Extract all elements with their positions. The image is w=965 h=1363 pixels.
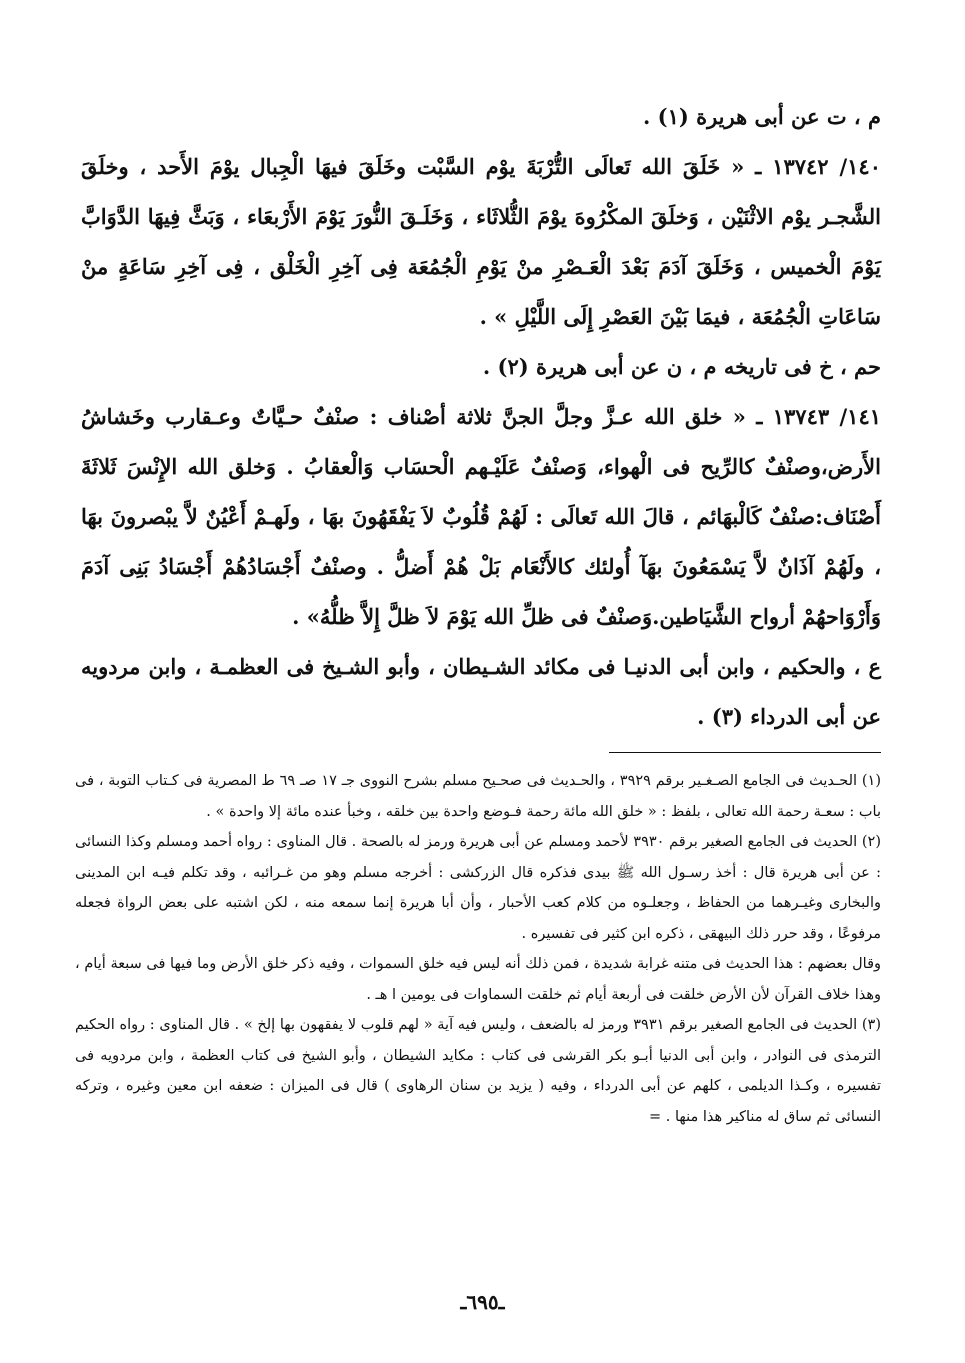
main-text [81, 92, 881, 742]
footnote-2-continued: وقال بعضهم : هذا الحديث فى متنه غرابة شديدة ، فمن ذلك أنه ليس فيه خلق السموات ، وفيه ذكر خلق الأرض وما فيها فى سبعة أيام ، وهذا خلاف القرآن لأن الأرض خلقت فى أربعة أيام ثم خلقت السماوات فى يومين ا هـ . [75, 956, 881, 1003]
footnote-1: (١) الحـديث فى الجامع الصـغـير برقم ٣٩٢٩ ، والحـديث فى صحـيح مسلم بشرح النووى جـ ١٧ صـ ٦٩ ط المصرية فى كـتاب التوبة ، فى باب : سعـة رحمة الله تعالى ، بلفظ : « خلق الله مائة رحمة فـوضع واحدة بين خلقه ، وخبأ عنده مائة إلا واحدة » . [75, 773, 882, 820]
source-line-2: حم ، خ فى تاريخه م ، ن عن أبى هريرة (٢) . [482, 354, 881, 379]
footnote-3: (٣) الحديث فى الجامع الصغير برقم ٣٩٣١ ورمز له بالضعف ، وليس فيه آية « لهم قلوب لا يفقهون بها إلخ » . قال المناوى : رواه الحكيم الترمذى فى النوادر ، وابن أبى الدنيا أبـو بكر القرشى فى كتاب : مكايد الشيطان ، وأبو الشيخ فى كتاب العظمة ، وابن مردويه فى تفسيره ، وكـذا الديلمى ، كلهم عن أبى الدرداء ، وفيه ( يزيد بن سنان الرهاوى ) قال فى الميزان : ضعفه ابن معين وغيره ، وتركه النسائى ثم ساق له مناكير هذا منها . = [75, 1017, 881, 1125]
source-line-3: ع ، والحكيم ، وابن أبى الدنيـا فى مكائد الشـيطان ، وأبو الشـيخ فى العظمـة ، وابن مردويه عن أبى الدرداء (٣) . [81, 654, 881, 729]
footnote-2: (٢) الحديث فى الجامع الصغير برقم ٣٩٣٠ لأحمد ومسلم عن أبى هريرة ورمز له بالصحة . قال المناوى : رواه أحمد ومسلم وكذا النسائى : عن أبى هريرة قال : أخذ رسـول الله ﷺ بيدى فذكره قال الزركشى : أخرجه مسلم وهو من غـرائبه ، وقد تكلم فيـه ابن المدينى والبخارى وغيـرهما من الحفاظ ، وجعلـوه من كلام كعب الأحبار ، وأن أبا هريرة إنما سمعه منه ، لكن اشتبه على بعض الرواة فجعله مرفوعًا ، وقد حرر ذلك البيهقى ، ذكره ابن كثير فى تفسيره . [75, 834, 881, 942]
hadith-141: ١٤١/ ١٣٧٤٣ ـ « خلق الله عـزَّ وجلَّ الجنَّ ثلاثة أصْناف : صنْفٌ حـيَّاتٌ وعـقارب وخَشاشُ الأَرض،وصنْفٌ كالرِّيح فى الْهواء، وَصنْفٌ عَلَيْـهم الْحسَاب وَالْعقابُ . وَخلق الله الإِنْسَ ثَلاثَةَ أَصْنَاف:صنْفٌ كَالْبهَائم ، قالَ الله تَعالَى : لَهُمْ قُلُوبٌ لاَ يَفْقَهُونَ بهَا ، ولَهـمْ أَعْيُنٌ لاَّ يبْصرونَ بهَا ، ولَهُمْ آذَانٌ لاَّ يَسْمَعُونَ بهَآ أُولئك كالأَنْعَام بَلْ هُمْ أَضلُّ . وصنْفٌ أَجْسَادُهُمْ أَجْسَادُ بَنِى آدَمَ وَأَرْوَاحهُمْ أرواح الشَّيَاطين.وَصنْفٌ فى ظلِّ الله يَوْمَ لاَ ظلَّ إِلاَّ ظلُّهُ» . [81, 404, 882, 629]
footnote-divider [609, 752, 881, 753]
hadith-140: ١٤٠/ ١٣٧٤٢ ـ « خَلَقَ الله تَعالَى التُّرْبَةَ يوْم السَّبْت وخَلَقَ فيهَا الْجِبال يوْمَ الأَحد ، وخلَقَ الشَّجـر يوْم الاثْنَيْن ، وَخلَقَ المكْرُوهَ يوْمَ الثُّلاثَاء ، وَخَلَـقَ النُّورَ يَوْمَ الأَرْبعَاء ، وَبَثَّ فِيهَا الدَّوَابَّ يَوْمَ الْخميس ، وَخَلَقَ آدَمَ بَعْدَ الْعَـصْرِ منْ يَوْمِ الْجُمُعَة فِى آخِرِ الْخَلْق ، فِى آخِرِ سَاعَةٍ منْ سَاعَاتِ الْجُمُعَة ، فيمَا بَيْنَ العَصْرِ إِلَى اللَّيْلِ » . [81, 154, 881, 329]
source-line-1: م ، ت عن أبى هريرة (١) . [643, 104, 881, 129]
page-number: ـ٦٩٥ـ [460, 1290, 505, 1314]
footnotes [75, 766, 881, 1132]
